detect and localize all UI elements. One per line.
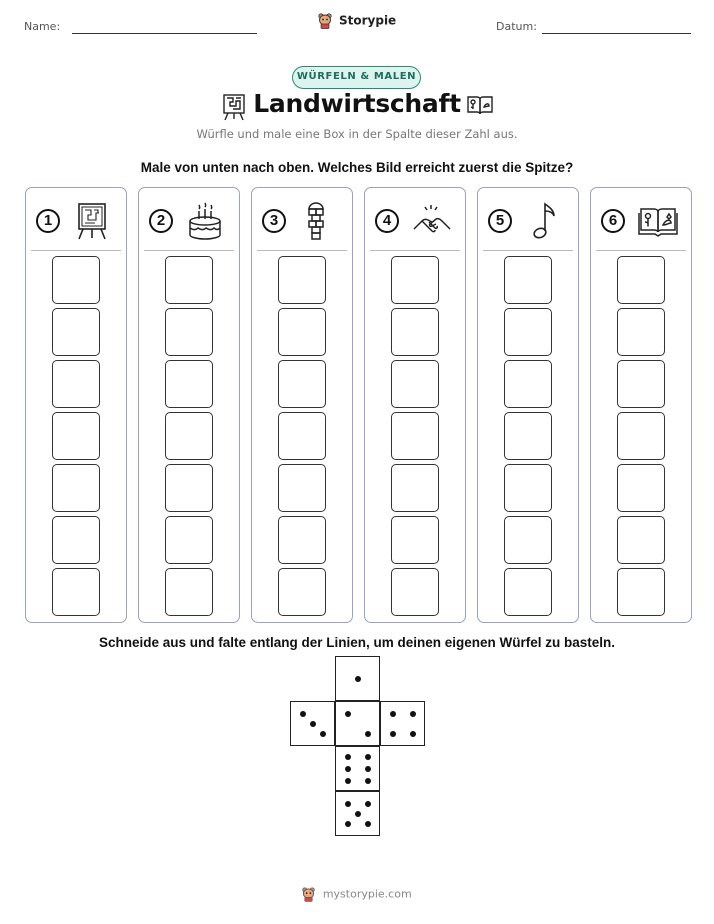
color-box[interactable] — [165, 360, 213, 408]
column-number: 1 — [36, 209, 60, 233]
column-number: 2 — [149, 209, 173, 233]
color-box[interactable] — [504, 412, 552, 460]
color-box[interactable] — [617, 516, 665, 564]
color-box[interactable] — [165, 308, 213, 356]
color-box[interactable] — [165, 412, 213, 460]
color-box[interactable] — [52, 256, 100, 304]
color-box[interactable] — [52, 516, 100, 564]
die-face-5 — [335, 791, 380, 836]
date-line[interactable] — [542, 33, 691, 34]
color-box[interactable] — [504, 464, 552, 512]
die-face-2 — [335, 701, 380, 746]
color-box[interactable] — [278, 516, 326, 564]
color-box[interactable] — [278, 360, 326, 408]
color-box[interactable] — [504, 568, 552, 616]
color-box[interactable] — [617, 464, 665, 512]
color-box[interactable] — [391, 568, 439, 616]
color-box[interactable] — [391, 256, 439, 304]
hopscotch-icon — [298, 201, 340, 241]
color-box[interactable] — [165, 256, 213, 304]
color-box[interactable] — [617, 568, 665, 616]
open-book-icon — [466, 93, 494, 117]
column-number: 6 — [601, 209, 625, 233]
color-box[interactable] — [617, 256, 665, 304]
color-box[interactable] — [391, 308, 439, 356]
storypie-mascot-icon — [318, 13, 332, 29]
die-face-3 — [290, 701, 335, 746]
color-box[interactable] — [504, 256, 552, 304]
die-face-6 — [335, 746, 380, 791]
color-box[interactable] — [52, 464, 100, 512]
color-box[interactable] — [278, 568, 326, 616]
column-2 — [138, 187, 240, 623]
color-box[interactable] — [278, 412, 326, 460]
column-3 — [251, 187, 353, 623]
color-box[interactable] — [504, 516, 552, 564]
page-title: Landwirtschaft — [253, 89, 461, 118]
color-box[interactable] — [165, 464, 213, 512]
brand-logo — [0, 13, 714, 29]
color-box[interactable] — [52, 308, 100, 356]
maze-easel-icon — [72, 201, 114, 241]
column-4 — [364, 187, 466, 623]
column-number: 3 — [262, 209, 286, 233]
color-box[interactable] — [52, 360, 100, 408]
handshake-icon — [411, 201, 453, 241]
color-box[interactable] — [165, 516, 213, 564]
name-label: Name: — [24, 20, 61, 33]
column-number: 4 — [375, 209, 399, 233]
brand-name: Storypie — [338, 13, 397, 28]
subtitle: Würfle und male eine Box in der Spalte dieser Zahl aus. — [196, 127, 518, 141]
color-box[interactable] — [391, 464, 439, 512]
color-box[interactable] — [504, 308, 552, 356]
column-6 — [590, 187, 692, 623]
die-face-4 — [380, 701, 425, 746]
activity-badge: WÜRFELN & MALEN — [292, 66, 421, 89]
footer — [0, 887, 714, 902]
color-box[interactable] — [617, 308, 665, 356]
footer-url[interactable]: mystorypie.com — [322, 887, 412, 901]
color-box[interactable] — [391, 412, 439, 460]
color-box[interactable] — [391, 516, 439, 564]
column-number: 5 — [488, 209, 512, 233]
cut-instruction: Schneide aus und falte entlang der Linien, um deinen eigenen Würfel zu basteln. — [98, 635, 616, 650]
color-box[interactable] — [52, 568, 100, 616]
column-1 — [25, 187, 127, 623]
color-box[interactable] — [278, 308, 326, 356]
music-note-icon — [524, 201, 566, 241]
column-5 — [477, 187, 579, 623]
date-label: Datum: — [496, 20, 537, 33]
color-box[interactable] — [165, 568, 213, 616]
name-line[interactable] — [72, 33, 257, 34]
storypie-mascot-icon — [302, 887, 315, 902]
color-box[interactable] — [52, 412, 100, 460]
color-box[interactable] — [617, 360, 665, 408]
color-box[interactable] — [617, 412, 665, 460]
color-box[interactable] — [391, 360, 439, 408]
color-box[interactable] — [278, 464, 326, 512]
color-box[interactable] — [278, 256, 326, 304]
die-face-1 — [335, 656, 380, 701]
instruction-text: Male von unten nach oben. Welches Bild erreicht zuerst die Spitze? — [140, 160, 574, 175]
birthday-cake-icon — [185, 201, 227, 241]
open-book-icon — [637, 201, 679, 241]
color-box[interactable] — [504, 360, 552, 408]
